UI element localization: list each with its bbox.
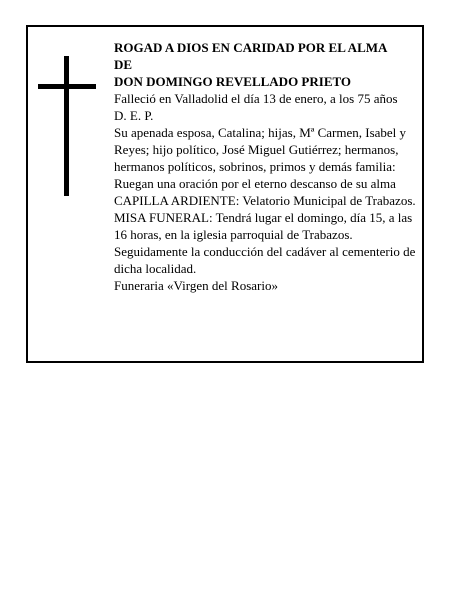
cross-horizontal-bar [38,84,96,89]
chapel-info: CAPILLA ARDIENTE: Velatorio Municipal de Trabazos. [114,193,416,208]
prayer-request: Ruegan una oración por el eterno descanso de su alma [114,176,396,191]
heading-line-1: ROGAD A DIOS EN CARIDAD POR EL ALMA [114,40,388,55]
funeral-home: Funeraria «Virgen del Rosario» [114,278,278,293]
funeral-mass-info: MISA FUNERAL: Tendrá lugar el domingo, día 15, a las 16 horas, en la iglesia parroquial de Trabazos. [114,210,413,242]
deceased-name: DON DOMINGO REVELLADO PRIETO [114,74,352,89]
family-list: Su apenada esposa, Catalina; hijas, Mª Carmen, Isabel y Reyes; hijo político, José Miguel Gutiérrez; hermanos, hermanos políticos, sobrinos, primos y demás familia: [114,125,407,174]
cross-vertical-bar [64,56,69,196]
obituary-text [114,39,422,294]
procession-info: Seguidamente la conducción del cadáver al cementerio de dicha localidad. [114,244,416,276]
rip-text: D. E. P. [114,108,154,123]
heading-line-2: DE [114,57,133,72]
death-info: Falleció en Valladolid el día 13 de enero, a los 75 años [114,91,398,106]
